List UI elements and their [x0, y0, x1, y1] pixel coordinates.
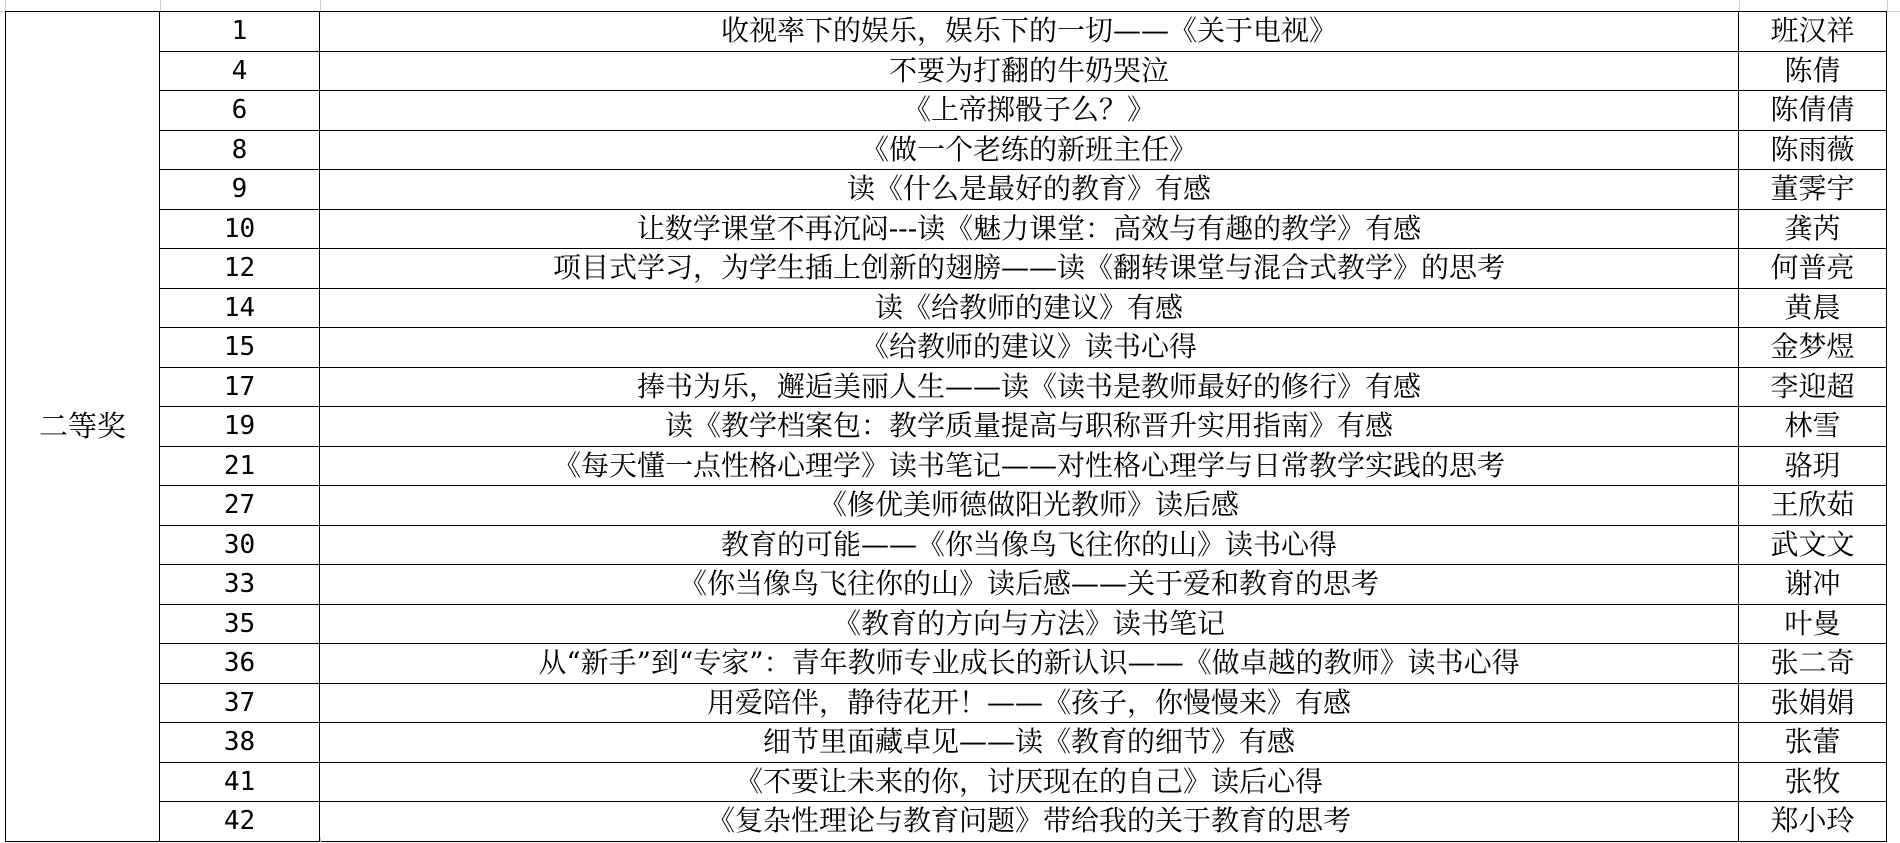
- essay-title-cell[interactable]: 细节里面藏卓见——读《教育的细节》有感: [320, 723, 1739, 763]
- essay-title-cell[interactable]: 让数学课堂不再沉闷---读《魅力课堂：高效与有趣的教学》有感: [320, 209, 1739, 249]
- entry-number-cell[interactable]: 9: [160, 170, 320, 210]
- table-row: [6, 12, 1887, 52]
- entry-number-cell[interactable]: 38: [160, 723, 320, 763]
- entry-number-cell[interactable]: 19: [160, 407, 320, 447]
- entry-number-cell[interactable]: 15: [160, 328, 320, 368]
- essay-title-cell[interactable]: 《不要让未来的你，讨厌现在的自己》读后心得: [320, 762, 1739, 802]
- essay-title-cell[interactable]: 《给教师的建议》读书心得: [320, 328, 1739, 368]
- author-name-cell[interactable]: 林雪: [1739, 407, 1887, 447]
- essay-title-cell[interactable]: 收视率下的娱乐，娱乐下的一切——《关于电视》: [320, 12, 1739, 52]
- essay-title-cell[interactable]: 《每天懂一点性格心理学》读书笔记——对性格心理学与日常教学实践的思考: [320, 446, 1739, 486]
- table-row: [6, 446, 1887, 486]
- essay-title-cell[interactable]: 《做一个老练的新班主任》: [320, 130, 1739, 170]
- entry-number-cell[interactable]: 27: [160, 486, 320, 526]
- table-row: [6, 209, 1887, 249]
- author-name-cell[interactable]: 金梦煜: [1739, 328, 1887, 368]
- essay-title-cell[interactable]: 教育的可能——《你当像鸟飞往你的山》读书心得: [320, 525, 1739, 565]
- grid-line: [160, 0, 161, 11]
- entry-number-cell[interactable]: 41: [160, 762, 320, 802]
- author-name-cell[interactable]: 武文文: [1739, 525, 1887, 565]
- entry-number-cell[interactable]: 21: [160, 446, 320, 486]
- entry-number-cell[interactable]: 17: [160, 367, 320, 407]
- essay-title-cell[interactable]: 用爱陪伴，静待花开！——《孩子，你慢慢来》有感: [320, 683, 1739, 723]
- author-name-cell[interactable]: 龚芮: [1739, 209, 1887, 249]
- author-name-cell[interactable]: 董霁宇: [1739, 170, 1887, 210]
- table-row: [6, 802, 1887, 842]
- entry-number-cell[interactable]: 37: [160, 683, 320, 723]
- essay-title-cell[interactable]: 不要为打翻的牛奶哭泣: [320, 51, 1739, 91]
- entry-number-cell[interactable]: 33: [160, 565, 320, 605]
- grid-line: [320, 0, 321, 11]
- table-row: [6, 328, 1887, 368]
- entry-number-cell[interactable]: 10: [160, 209, 320, 249]
- essay-title-cell[interactable]: 《你当像鸟飞往你的山》读后感——关于爱和教育的思考: [320, 565, 1739, 605]
- essay-title-cell[interactable]: 《复杂性理论与教育问题》带给我的关于教育的思考: [320, 802, 1739, 842]
- author-name-cell[interactable]: 黄晨: [1739, 288, 1887, 328]
- author-name-cell[interactable]: 王欣茹: [1739, 486, 1887, 526]
- author-name-cell[interactable]: 李迎超: [1739, 367, 1887, 407]
- entry-number-cell[interactable]: 14: [160, 288, 320, 328]
- essay-title-cell[interactable]: 《教育的方向与方法》读书笔记: [320, 604, 1739, 644]
- table-row: [6, 565, 1887, 605]
- table-row: [6, 407, 1887, 447]
- essay-title-cell[interactable]: 《上帝掷骰子么？》: [320, 91, 1739, 131]
- award-table: [5, 11, 1887, 842]
- author-name-cell[interactable]: 谢冲: [1739, 565, 1887, 605]
- table-row: [6, 644, 1887, 684]
- table-row: [6, 604, 1887, 644]
- entry-number-cell[interactable]: 42: [160, 802, 320, 842]
- table-row: [6, 762, 1887, 802]
- author-name-cell[interactable]: 陈倩倩: [1739, 91, 1887, 131]
- entry-number-cell[interactable]: 6: [160, 91, 320, 131]
- essay-title-cell[interactable]: 读《给教师的建议》有感: [320, 288, 1739, 328]
- table-row: [6, 486, 1887, 526]
- author-name-cell[interactable]: 郑小玲: [1739, 802, 1887, 842]
- table-row: [6, 723, 1887, 763]
- author-name-cell[interactable]: 张蕾: [1739, 723, 1887, 763]
- entry-number-cell[interactable]: 4: [160, 51, 320, 91]
- grid-bottom-edge: [0, 837, 1900, 843]
- entry-number-cell[interactable]: 12: [160, 249, 320, 289]
- award-table-body: [6, 12, 1887, 842]
- essay-title-cell[interactable]: 读《什么是最好的教育》有感: [320, 170, 1739, 210]
- author-name-cell[interactable]: 张二奇: [1739, 644, 1887, 684]
- entry-number-cell[interactable]: 30: [160, 525, 320, 565]
- entry-number-cell[interactable]: 36: [160, 644, 320, 684]
- entry-number-cell[interactable]: 8: [160, 130, 320, 170]
- author-name-cell[interactable]: 班汉祥: [1739, 12, 1887, 52]
- grid-line: [5, 0, 6, 11]
- grid-line: [320, 837, 321, 843]
- entry-number-cell[interactable]: 35: [160, 604, 320, 644]
- author-name-cell[interactable]: 陈倩: [1739, 51, 1887, 91]
- author-name-cell[interactable]: 骆玥: [1739, 446, 1887, 486]
- author-name-cell[interactable]: 陈雨薇: [1739, 130, 1887, 170]
- table-row: [6, 288, 1887, 328]
- table-row: [6, 525, 1887, 565]
- author-name-cell[interactable]: 叶曼: [1739, 604, 1887, 644]
- essay-title-cell[interactable]: 《修优美师德做阳光教师》读后感: [320, 486, 1739, 526]
- table-row: [6, 51, 1887, 91]
- award-level-cell[interactable]: 二等奖: [6, 12, 160, 842]
- grid-line: [1887, 0, 1888, 11]
- essay-title-cell[interactable]: 从“新手”到“专家”：青年教师专业成长的新认识——《做卓越的教师》读书心得: [320, 644, 1739, 684]
- table-row: [6, 91, 1887, 131]
- essay-title-cell[interactable]: 项目式学习，为学生插上创新的翅膀——读《翻转课堂与混合式教学》的思考: [320, 249, 1739, 289]
- essay-title-cell[interactable]: 捧书为乐，邂逅美丽人生——读《读书是教师最好的修行》有感: [320, 367, 1739, 407]
- author-name-cell[interactable]: 张牧: [1739, 762, 1887, 802]
- grid-line: [1739, 0, 1740, 11]
- author-name-cell[interactable]: 张娟娟: [1739, 683, 1887, 723]
- entry-number-cell[interactable]: 1: [160, 12, 320, 52]
- table-row: [6, 170, 1887, 210]
- table-row: [6, 130, 1887, 170]
- table-row: [6, 367, 1887, 407]
- author-name-cell[interactable]: 何普亮: [1739, 249, 1887, 289]
- essay-title-cell[interactable]: 读《教学档案包：教学质量提高与职称晋升实用指南》有感: [320, 407, 1739, 447]
- table-row: [6, 249, 1887, 289]
- table-row: [6, 683, 1887, 723]
